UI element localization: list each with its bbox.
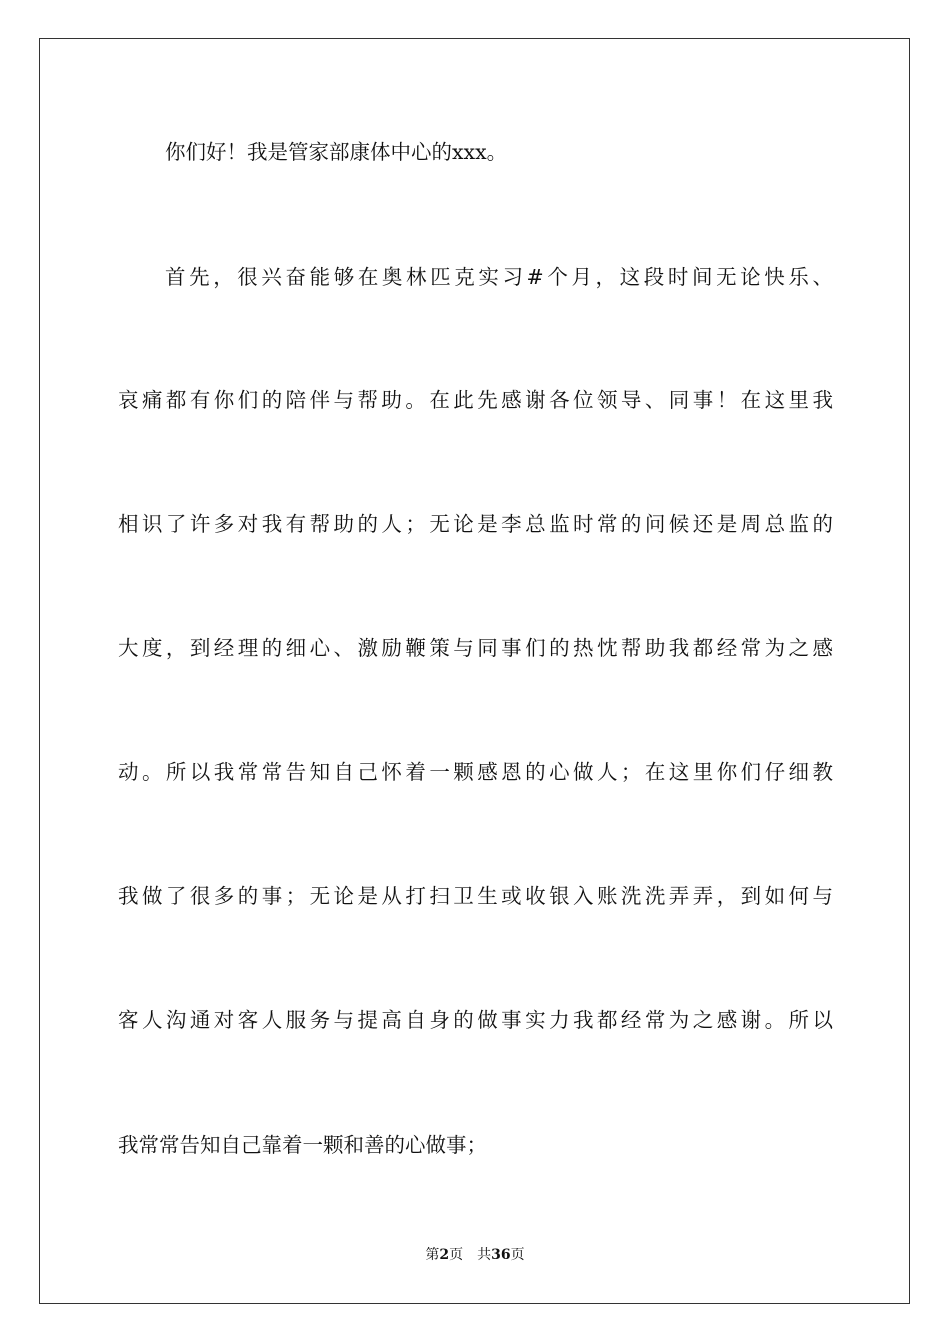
paragraph-line-7: 我做了很多的事；无论是从打扫卫生或收银入账洗洗弄弄，到如何与 bbox=[118, 884, 833, 908]
paragraph-line-5: 大度，到经理的细心、激励鞭策与同事们的热忱帮助我都经常为之感 bbox=[118, 636, 833, 660]
page-number: 2 bbox=[439, 1247, 450, 1263]
page-suffix: 页 bbox=[449, 1247, 464, 1263]
page-prefix: 第 bbox=[425, 1247, 440, 1263]
total-prefix: 共 bbox=[477, 1247, 492, 1263]
paragraph-line-1: 你们好！我是管家部康体中心的xxx。 bbox=[165, 140, 508, 164]
paragraph-line-9: 我常常告知自己靠着一颗和善的心做事； bbox=[118, 1133, 487, 1157]
paragraph-line-8: 客人沟通对客人服务与提高自身的做事实力我都经常为之感谢。所以 bbox=[118, 1008, 833, 1032]
paragraph-line-2: 首先，很兴奋能够在奥林匹克实习#个月，这段时间无论快乐、 bbox=[165, 265, 833, 289]
total-suffix: 页 bbox=[510, 1247, 525, 1263]
paragraph-line-4: 相识了许多对我有帮助的人；无论是李总监时常的问候还是周总监的 bbox=[118, 512, 833, 536]
page-footer bbox=[0, 1246, 950, 1264]
page-border bbox=[39, 38, 910, 1304]
total-pages: 36 bbox=[491, 1247, 511, 1263]
paragraph-line-6: 动。所以我常常告知自己怀着一颗感恩的心做人；在这里你们仔细教 bbox=[118, 760, 833, 784]
paragraph-line-3: 哀痛都有你们的陪伴与帮助。在此先感谢各位领导、同事！在这里我 bbox=[118, 388, 833, 412]
